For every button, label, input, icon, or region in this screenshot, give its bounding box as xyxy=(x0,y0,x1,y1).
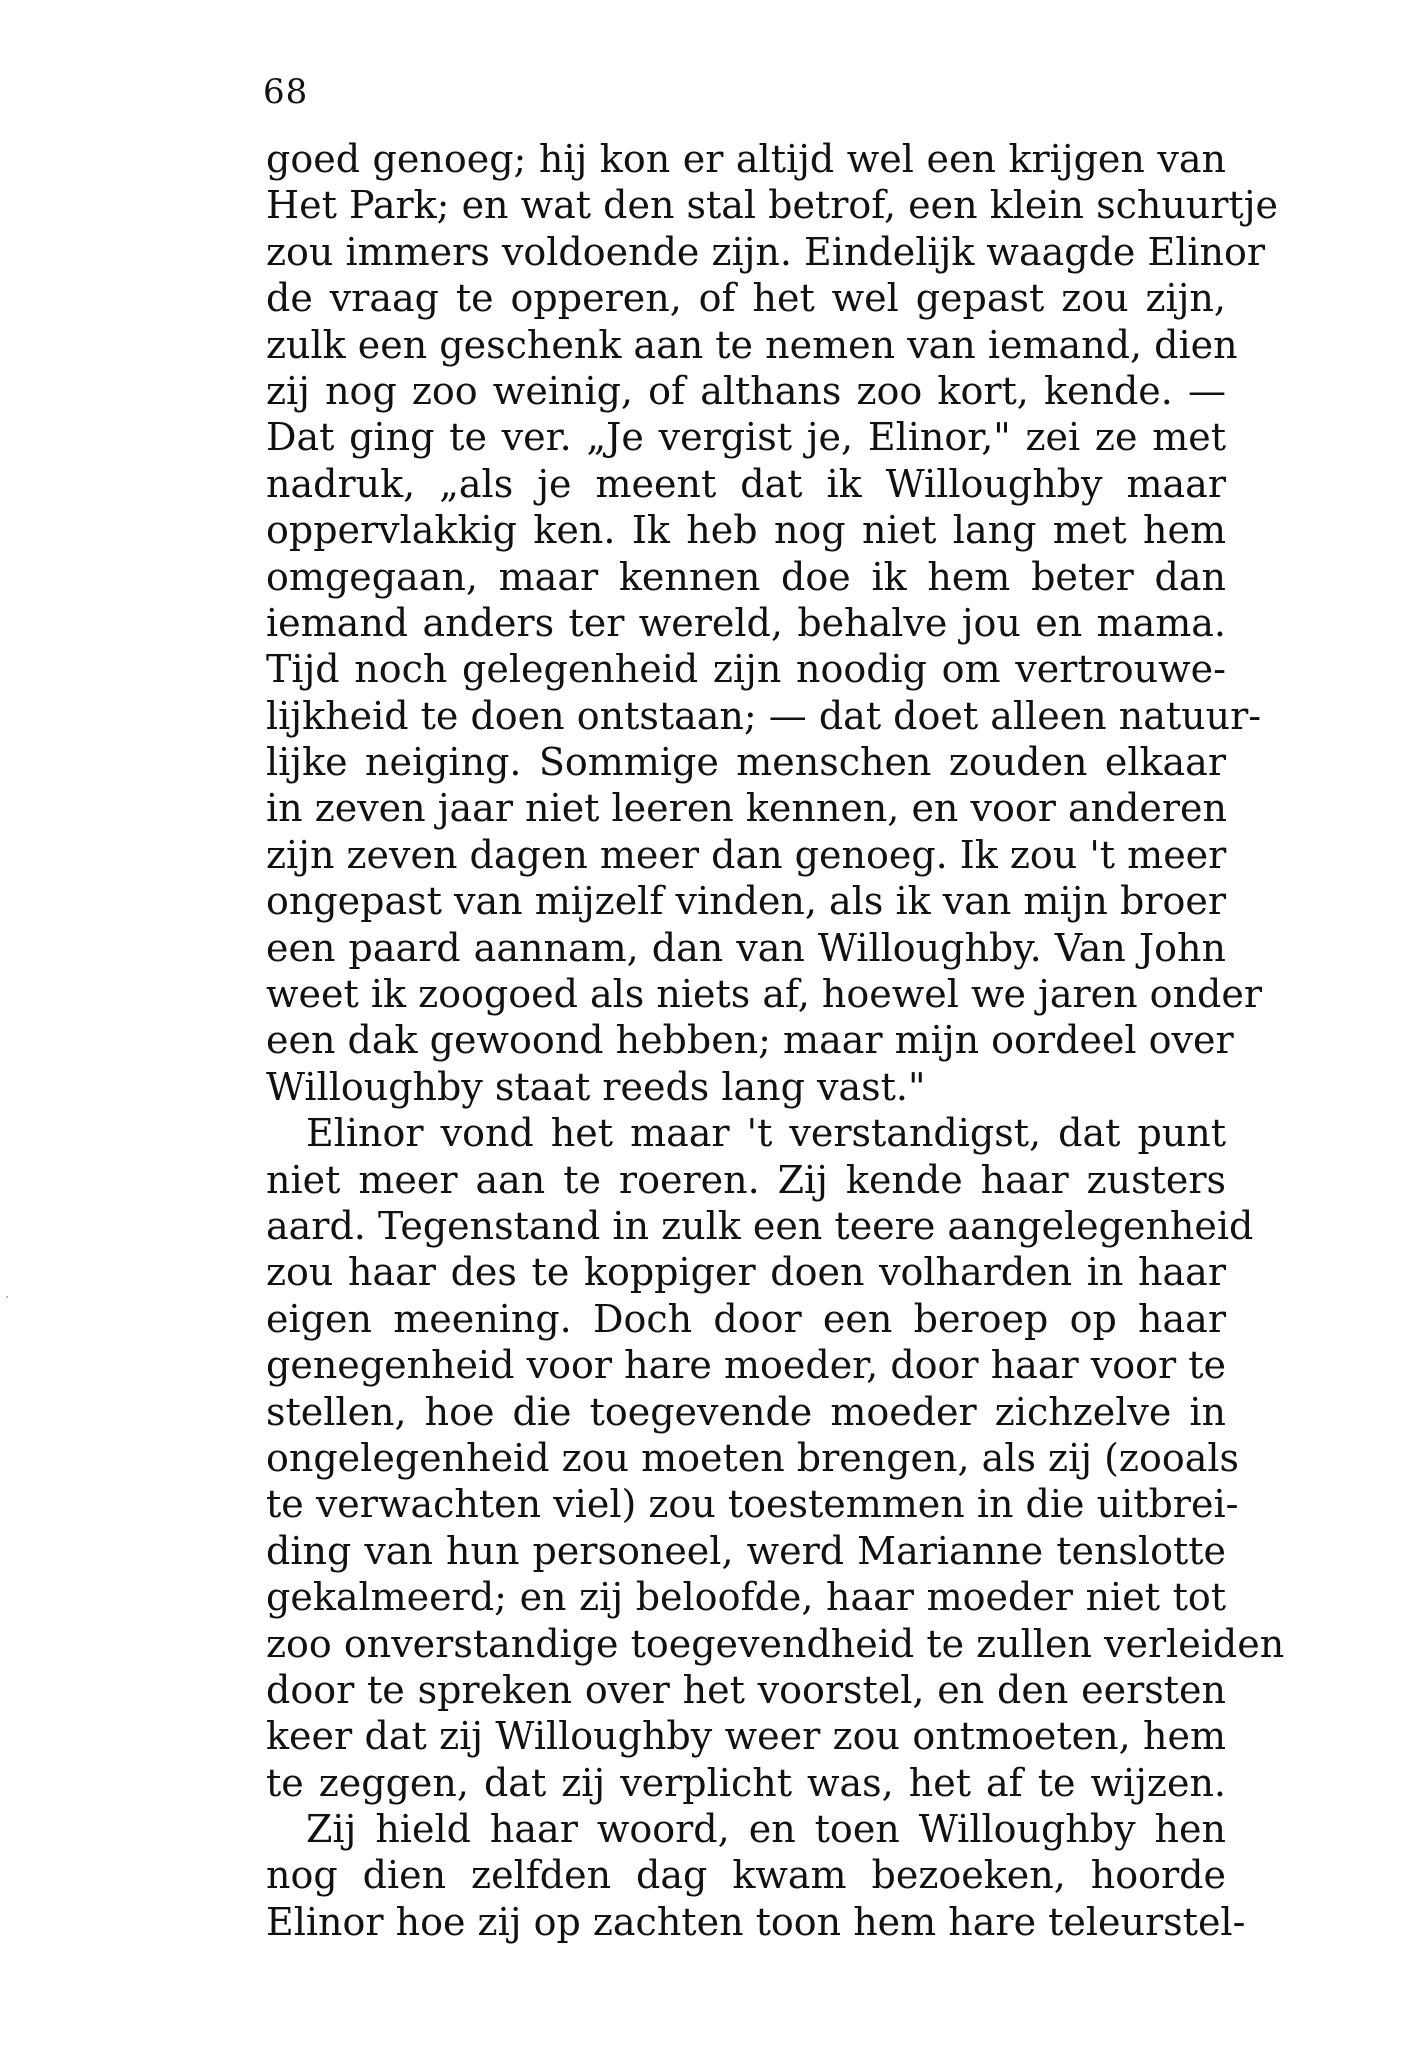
text-line: eigen meening. Doch door een beroep op haar xyxy=(266,1296,1226,1341)
text-line: lijke neiging. Sommige menschen zouden elkaar xyxy=(266,740,1226,785)
text-line: weet ik zoogoed als niets af, hoewel we jaren onder xyxy=(266,972,1263,1017)
text-line: niet meer aan te roeren. Zij kende haar zusters xyxy=(266,1157,1226,1202)
text-line: in zeven jaar niet leeren kennen, en voor anderen xyxy=(266,786,1228,831)
body-text xyxy=(266,136,1285,1945)
text-line: iemand anders ter wereld, behalve jou en mama. xyxy=(266,600,1226,645)
text-line: te verwachten viel) zou toestemmen in die uitbrei- xyxy=(266,1482,1239,1527)
text-line: zulk een geschenk aan te nemen van iemand, dien xyxy=(266,322,1238,367)
text-line: Willoughby staat reeds lang vast." xyxy=(266,1064,926,1109)
text-line: de vraag te opperen, of het wel gepast zou zijn, xyxy=(266,276,1226,321)
text-line: nog dien zelfden dag kwam bezoeken, hoorde xyxy=(266,1853,1226,1898)
text-line: omgegaan, maar kennen doe ik hem beter dan xyxy=(266,554,1226,599)
text-line: Het Park; en wat den stal betrof, een klein schuurtje xyxy=(266,183,1278,228)
text-line: Elinor vond het maar 't verstandigst, dat punt xyxy=(306,1111,1226,1156)
text-line: te zeggen, dat zij verplicht was, het af te wijzen. xyxy=(266,1760,1226,1805)
text-line: Zij hield haar woord, en toen Willoughby hen xyxy=(306,1807,1226,1852)
text-line: Tijd noch gelegenheid zijn noodig om vertrouwe- xyxy=(266,647,1226,692)
text-line: ongepast van mijzelf vinden, als ik van mijn broer xyxy=(266,879,1226,924)
page-number: 68 xyxy=(263,72,309,112)
text-line: gekalmeerd; en zij beloofde, haar moeder niet tot xyxy=(266,1575,1226,1620)
text-line: zou immers voldoende zijn. Eindelijk waagde Elinor xyxy=(266,229,1266,274)
text-line: zijn zeven dagen meer dan genoeg. Ik zou 't meer xyxy=(266,832,1227,877)
text-line: een paard aannam, dan van Willoughby. Van John xyxy=(266,925,1226,970)
text-line: stellen, hoe die toegevende moeder zichzelve in xyxy=(266,1389,1226,1434)
text-line: goed genoeg; hij kon er altijd wel een krijgen van xyxy=(266,137,1226,181)
text-line: zou haar des te koppiger doen volharden in haar xyxy=(266,1250,1226,1295)
text-line: een dak gewoond hebben; maar mijn oordeel over xyxy=(266,1018,1234,1063)
text-line: genegenheid voor hare moeder, door haar voor te xyxy=(266,1343,1226,1388)
text-line: keer dat zij Willoughby weer zou ontmoeten, hem xyxy=(266,1714,1226,1759)
text-line: lijkheid te doen ontstaan; — dat doet alleen natuur- xyxy=(266,693,1262,738)
text-line: zoo onverstandige toegevendheid te zullen verleiden xyxy=(266,1621,1285,1666)
text-line: Elinor hoe zij op zachten toon hem hare teleurstel- xyxy=(266,1899,1246,1944)
text-line: ding van hun personeel, werd Marianne tenslotte xyxy=(266,1528,1226,1573)
scan-speck xyxy=(6,1296,8,1298)
text-line: aard. Tegenstand in zulk een teere aangelegenheid xyxy=(266,1203,1254,1248)
text-line: ongelegenheid zou moeten brengen, als zij (zooals xyxy=(266,1435,1240,1480)
text-line: zij nog zoo weinig, of althans zoo kort, kende. — xyxy=(266,368,1226,413)
text-line: door te spreken over het voorstel, en den eersten xyxy=(266,1667,1226,1712)
text-line: Dat ging te ver. „Je vergist je, Elinor," zei ze met xyxy=(266,415,1226,460)
text-line: oppervlakkig ken. Ik heb nog niet lang met hem xyxy=(266,508,1226,553)
text-line: nadruk, „als je meent dat ik Willoughby maar xyxy=(266,461,1226,506)
